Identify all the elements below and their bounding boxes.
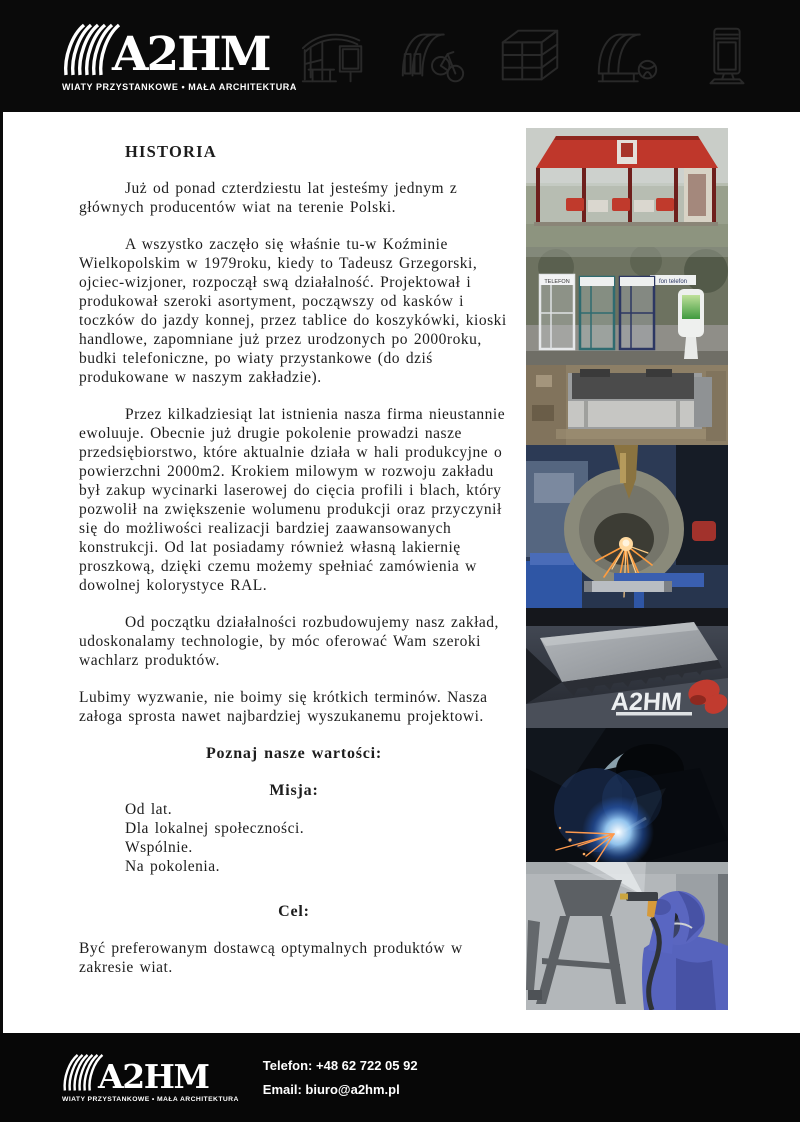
page-body [0, 112, 800, 1033]
paragraph-intro: Już od ponad czterdziestu lat jesteśmy jednym z głównych producentów wiat na terenie Polski. [79, 180, 458, 216]
svg-text:A2HM: A2HM [610, 688, 683, 716]
product-icon-strip [297, 24, 763, 88]
header [0, 0, 800, 112]
page-title: HISTORIA [125, 142, 217, 161]
paragraph-evolution: Przez kilkadziesiąt lat istnienia nasza firma nieustannie ewoluuje. Obecnie już drugie pokolenie prowadzi nasze przedsiębiorstwo, które aktualnie działa w hali produkcyjne o powierzchni 2000m2. Krokiem milowym w rozwoju zakładu był zakup wycinarki laserowej do cięcia profili i blach, który pozwolił na zwiększenie wolumenu produkcji oraz przyczynił się do możliwości realizacji bardziej zaawansowanych konstrukcji. Od lat posiadamy również własną lakiernię proszkową, dzięki czemu możemy spełniać zamówienia w dowolnej kolorystyce RAL. [79, 406, 506, 594]
footer [0, 1033, 800, 1122]
paragraph-founding: A wszystko zaczęło się właśnie tu-w Koźminie Wielkopolskim w 1979roku, kiedy to Tadeusz Grzegorski, ojciec-wizjoner, rozpoczął swą działalność. Projektował i produkował szeroki asortyment, począwszy od kasków i toczków do jazdy konnej, przez tablice do koszykówki, kioski handlowe, zapomniane już przez urodzonych po 2000roku, budki telefoniczne, po wiaty przystankowe (do dziś produkowane w naszym zakładzie). [79, 236, 507, 386]
footer-brand-name: A2HM [98, 1056, 209, 1096]
powder-coating-photo [526, 862, 728, 1010]
laser-cutting-coil-photo [526, 445, 728, 608]
paragraph-challenge: Lubimy wyzwanie, nie boimy się krótkich terminów. Nasza załoga sprosta nawet najbardziej wyszukanemu projektowi. [79, 689, 488, 725]
red-bus-shelter-photo [526, 128, 728, 247]
welding-photo [526, 728, 728, 862]
laser-cut-sheet-photo [526, 608, 728, 728]
svg-text:fon telefon: fon telefon [658, 279, 688, 285]
paragraph-goal: Być preferowanym dostawcą optymalnych produktów w zakresie wiat. [79, 940, 463, 976]
mission-item: Od lat. [125, 801, 173, 818]
factory-aerial-photo [526, 365, 728, 445]
values-heading: Poznaj nasze wartości: [205, 745, 383, 762]
mission-list [125, 800, 509, 876]
bike-shelter-icon [395, 24, 469, 88]
mission-item: Na pokolenia. [125, 858, 220, 875]
brand-tagline: WIATY PRZYSTANKOWE • MAŁA ARCHITEKTURA [62, 81, 297, 92]
phone-booths-photo [526, 247, 728, 365]
brand-name: A2HM [112, 27, 270, 83]
ball-shelter-icon [591, 24, 665, 88]
footer-contact [263, 1058, 418, 1097]
bus-shelter-icon [297, 24, 371, 88]
mission-item: Dla lokalnej społeczności. [125, 820, 305, 837]
citylight-display-icon [689, 24, 763, 88]
email-text: Email: biuro@a2hm.pl [262, 1082, 400, 1097]
phone-text: Telefon: +48 62 722 05 92 [262, 1058, 418, 1073]
footer-brand-tagline: WIATY PRZYSTANKOWE • MAŁA ARCHITEKTURA [62, 1096, 239, 1103]
goal-heading: Cel: [278, 903, 310, 920]
footer-logo [62, 1052, 239, 1103]
brand-logo [62, 21, 297, 92]
photo-column [526, 128, 728, 1033]
svg-text:TELEFON: TELEFON [544, 279, 570, 285]
storage-shelving-icon [493, 24, 567, 88]
paragraph-growth: Od początku działalności rozbudowujemy nasz zakład, udoskonalamy technologie, by móc oferować Wam szeroki wachlarz produktów. [79, 614, 499, 669]
history-text-column [3, 112, 509, 1033]
mission-item: Wspólnie. [125, 839, 193, 856]
mission-heading: Misja: [269, 782, 319, 799]
